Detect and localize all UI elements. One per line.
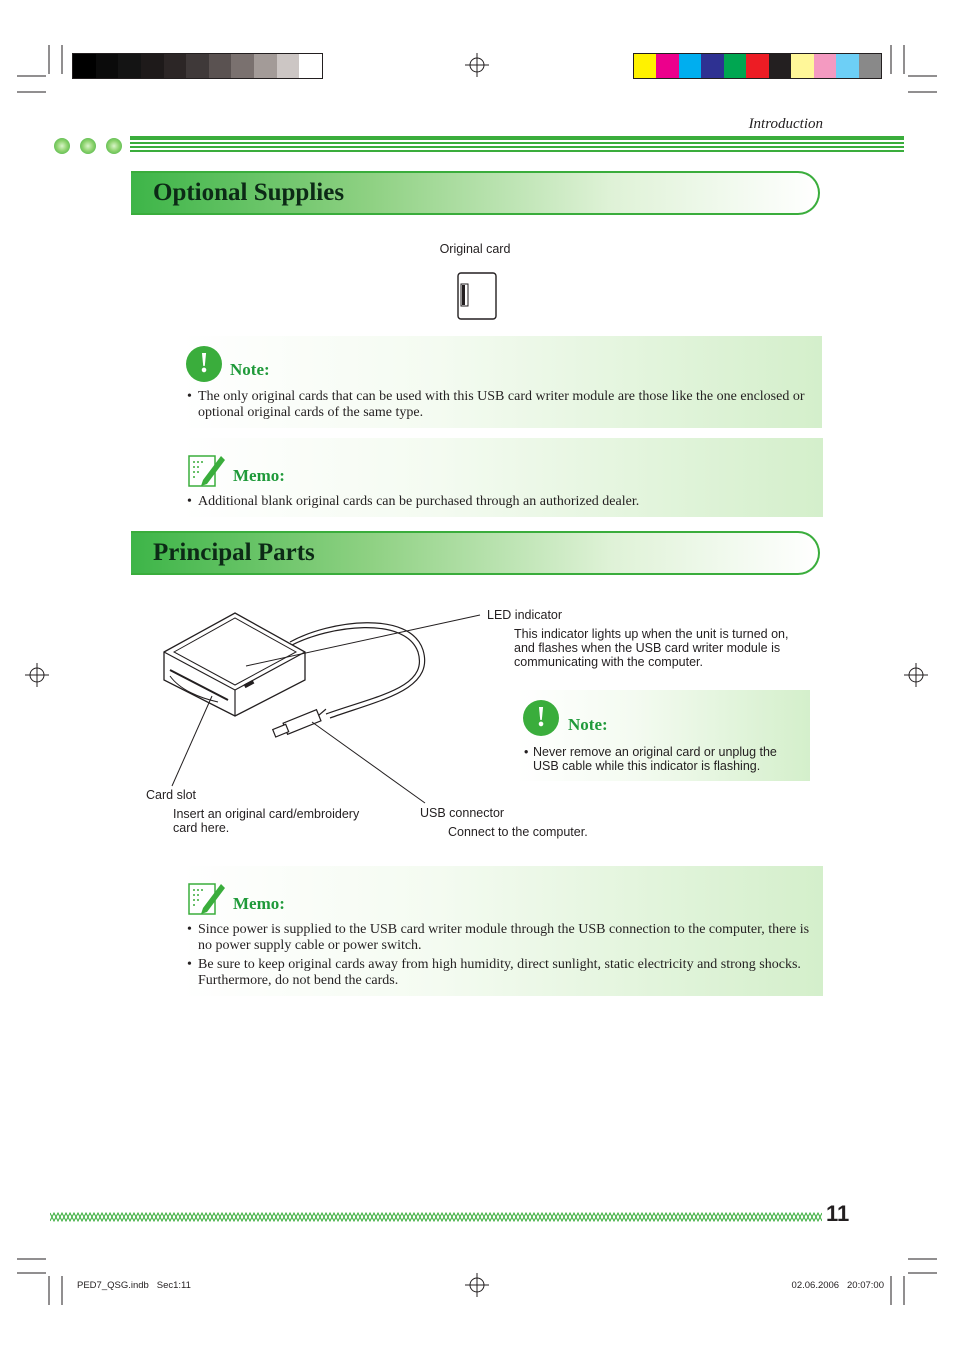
memo-pencil-icon [187,450,227,488]
footer-file-info: PED7_QSG.indb Sec1:11 [77,1280,191,1291]
grayscale-calibration-bar [72,53,323,79]
note-bullet: • Never remove an original card or unplug the USB cable while this indicator is flashing. [524,745,777,773]
footer-timestamp: 02.06.2006 20:07:00 [791,1280,884,1291]
memo-bullet: • Since power is supplied to the USB card writer module through the USB connection to the computer, there is no power supply cable or power switch. [187,922,810,953]
card-slot-description: Insert an original card/embroidery card here. [173,807,360,835]
memo-title: Memo: [233,894,285,913]
section-header-principal-parts [131,531,820,575]
green-dot-icon [80,138,96,154]
section-header-optional-supplies [131,171,820,215]
usb-connector-label: USB connector [420,806,505,820]
led-indicator-description: This indicator lights up when the unit is turned on, and flashes when the USB card writer module is communicating with the computer. [514,627,789,669]
note-box [517,690,810,781]
green-dot-icon [54,138,70,154]
usb-card-writer-illustration [140,600,500,810]
color-calibration-bar [633,53,882,79]
page-number: 11 [826,1201,850,1226]
note-title: Note: [230,360,270,379]
section-title: Principal Parts [153,539,315,566]
note-bullet: • The only original cards that can be used with this USB card writer module are those like the one enclosed or optional original cards of the same type. [187,389,805,420]
memo-box [182,866,823,996]
memo-bullet: • Be sure to keep original cards away from high humidity, direct sunlight, static electricity and strong shocks. Furthermore, do not bend the cards. [187,957,801,988]
original-card-label: Original card [439,242,511,256]
usb-connector-description: Connect to the computer. [448,825,588,839]
memo-bullet: • Additional blank original cards can be purchased through an authorized dealer. [187,494,640,509]
led-indicator-label: LED indicator [487,608,563,622]
original-card-illustration [455,270,499,322]
memo-pencil-icon [187,878,227,916]
section-title: Optional Supplies [153,179,345,206]
section-label: Introduction [748,116,823,132]
exclamation-icon: ! [186,346,222,382]
green-dot-icon [106,138,122,154]
card-slot-label: Card slot [146,788,197,802]
note-box [182,336,822,428]
memo-box [182,438,823,517]
exclamation-icon: ! [523,700,559,736]
note-title: Note: [568,715,608,734]
header-rule [130,136,904,154]
memo-title: Memo: [233,466,285,485]
footer-zigzag-rule [50,1210,822,1224]
